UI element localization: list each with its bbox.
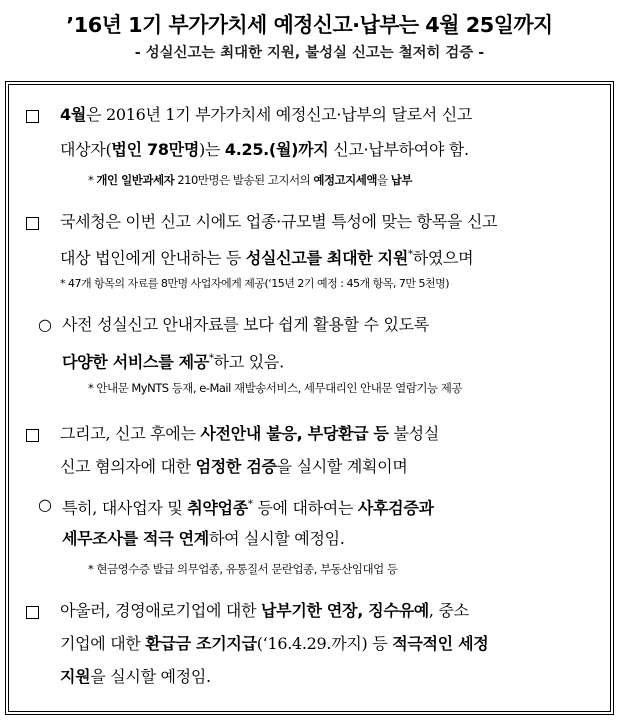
circle-bullet-icon: ○ <box>38 495 52 514</box>
section6-line1: 아울러, 경영애로기업에 대한 납부기한 연장, 징수유예, 중소 <box>60 601 469 620</box>
section1-note: * 개인 일반과세자 210만명은 발송된 고지서의 예정고지세액을 납부 <box>88 173 412 187</box>
section6-line2: 기업에 대한 환급금 조기지급(‘16.4.29.까지) 등 적극적인 세정 <box>60 634 489 653</box>
section1-line1: 4월은 2016년 1기 부가가치세 예정신고·납부의 달로서 신고 <box>60 105 473 124</box>
section4-line2: 신고 혐의자에 대한 엄정한 검증을 실시할 계획이며 <box>60 457 408 476</box>
checkbox-bullet-icon <box>26 606 39 619</box>
section3-note: * 안내문 MyNTS 등재, e-Mail 재발송서비스, 세무대리인 안내문 열람기능 제공 <box>88 381 462 395</box>
checkbox-bullet-icon <box>26 110 39 123</box>
page-subtitle: - 성실신고는 최대한 지원, 불성실 신고는 철저히 검증 - <box>134 45 485 61</box>
section6-line3: 지원을 실시할 예정임. <box>60 667 211 686</box>
page-title: ’16년 1기 부가가치세 예정신고·납부는 4월 25일까지 <box>66 13 553 37</box>
circle-bullet-icon: ○ <box>38 315 52 334</box>
section3-line1: 사전 성실신고 안내자료를 보다 쉽게 활용할 수 있도록 <box>62 315 429 334</box>
section4-line1: 그리고, 신고 후에는 사전안내 불응, 부당환급 등 불성실 <box>60 424 439 443</box>
section5-note: * 현금영수증 발급 의무업종, 유통질서 문란업종, 부동산임대업 등 <box>88 562 398 576</box>
section3-line2: 다양한 서비스를 제공*하고 있음. <box>62 352 284 372</box>
checkbox-bullet-icon <box>26 429 39 442</box>
section2-note: * 47개 항목의 자료를 8만명 사업자에게 제공(‘15년 2기 예정 : 45개 항목, 7만 5천명) <box>60 277 449 290</box>
section2-line2: 대상 법인에게 안내하는 등 성실신고를 최대한 지원*하였으며 <box>60 248 474 268</box>
checkbox-bullet-icon <box>26 217 39 230</box>
section5-line2: 세무조사를 적극 연계하여 실시할 예정임. <box>62 529 345 548</box>
section2-line1: 국세청은 이번 신고 시에도 업종·규모별 특성에 맞는 항목을 신고 <box>60 212 498 231</box>
section1-line2: 대상자(법인 78만명)는 4.25.(월)까지 신고·납부하여야 함. <box>60 140 469 159</box>
section5-line1: 특히, 대사업자 및 취약업종* 등에 대하여는 사후검증과 <box>62 498 434 518</box>
